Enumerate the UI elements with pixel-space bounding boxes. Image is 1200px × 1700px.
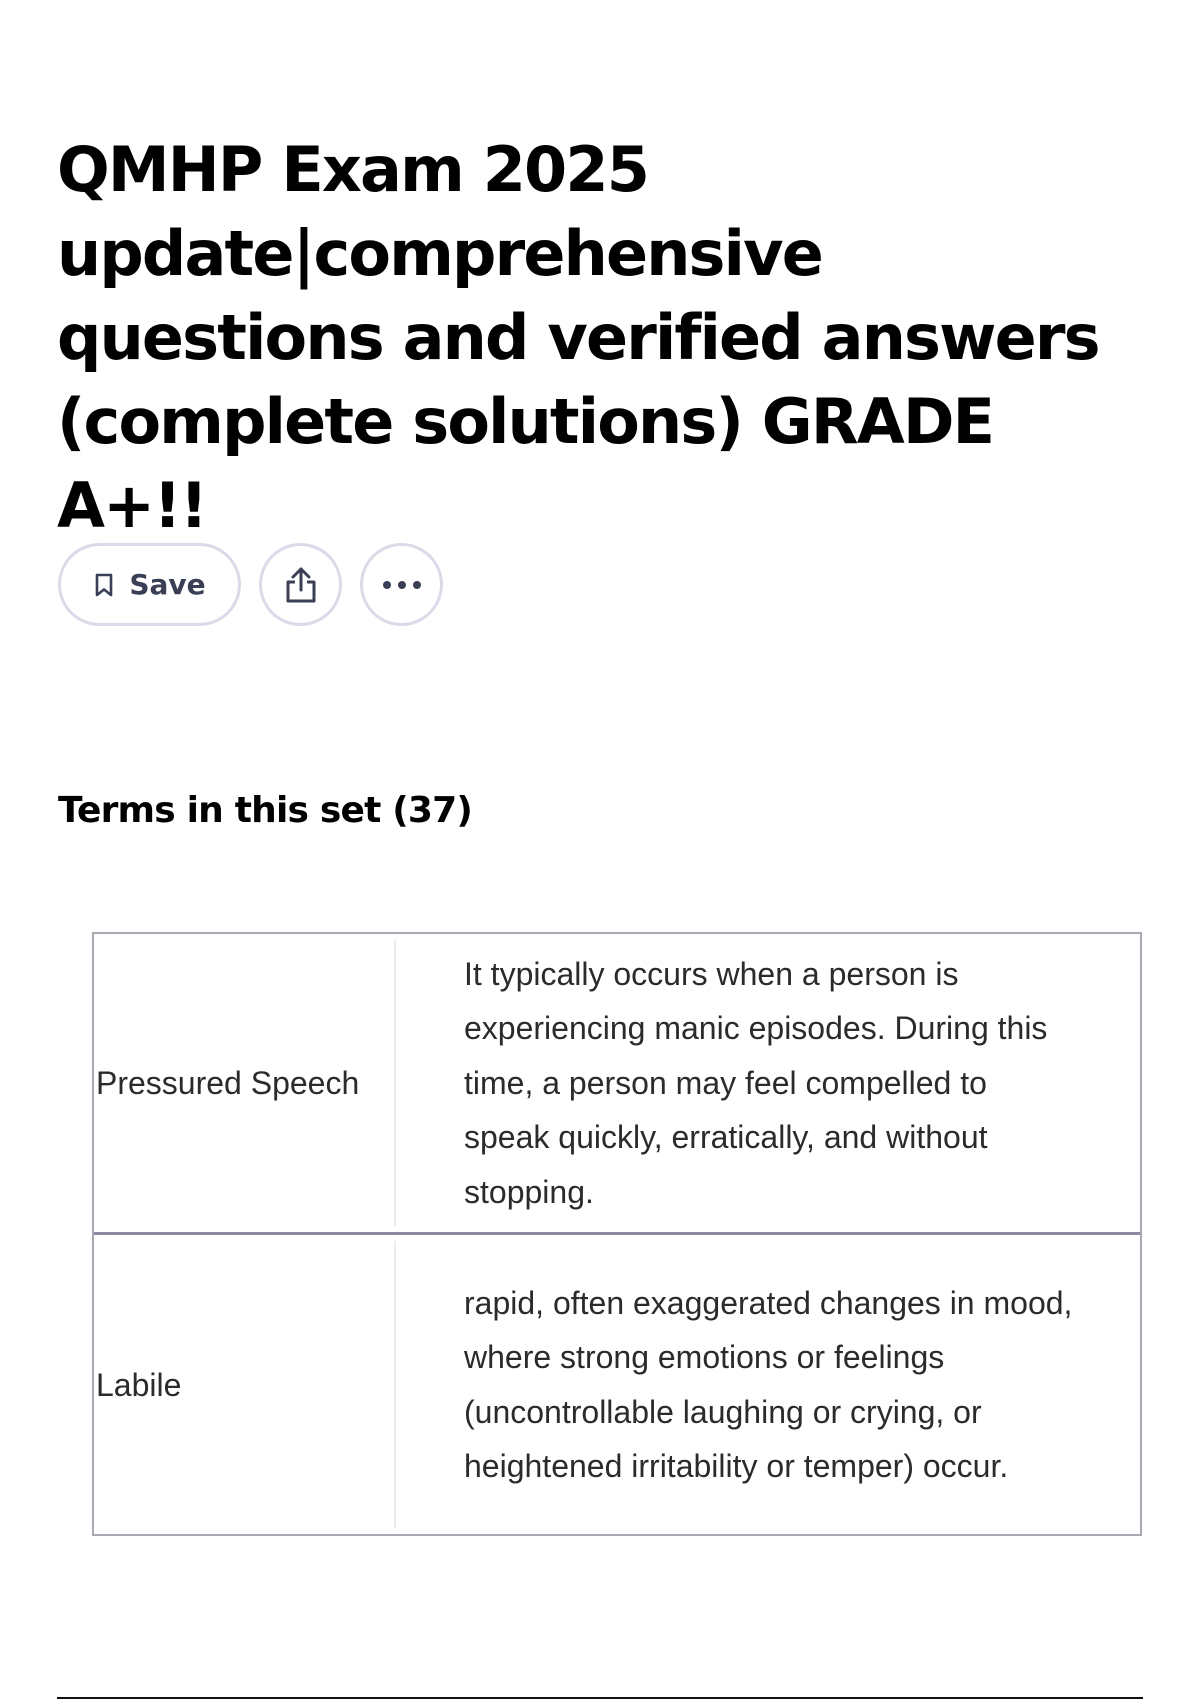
term-cell: Pressured Speech — [96, 1065, 360, 1101]
more-options-button[interactable] — [360, 543, 443, 626]
terms-heading: Terms in this set (37) — [58, 790, 473, 831]
save-button-label: Save — [129, 568, 206, 601]
bottom-divider — [57, 1697, 1143, 1699]
terms-table — [92, 932, 1142, 1536]
page-title: QMHP Exam 2025 update|comprehensive questions and verified answers (complete solutions) GRADE A+!! — [57, 133, 1099, 542]
share-button[interactable] — [259, 543, 342, 626]
definition-cell: It typically occurs when a person is experiencing manic episodes. During this time, a person may feel compelled to speak quickly, erratically, and without stopping. — [464, 955, 1048, 1210]
action-bar — [58, 543, 443, 626]
term-row — [94, 1232, 1140, 1534]
term-cell: Labile — [96, 1366, 182, 1403]
bookmark-icon — [93, 572, 115, 598]
definition-cell: rapid, often exaggerated changes in mood, where strong emotions or feelings (uncontrollable laughing or crying, or heightened irritability or temper) occur. — [464, 1284, 1073, 1484]
share-icon — [282, 565, 320, 605]
more-horizontal-icon — [381, 580, 423, 590]
save-button[interactable] — [58, 543, 241, 626]
term-row — [94, 934, 1140, 1232]
